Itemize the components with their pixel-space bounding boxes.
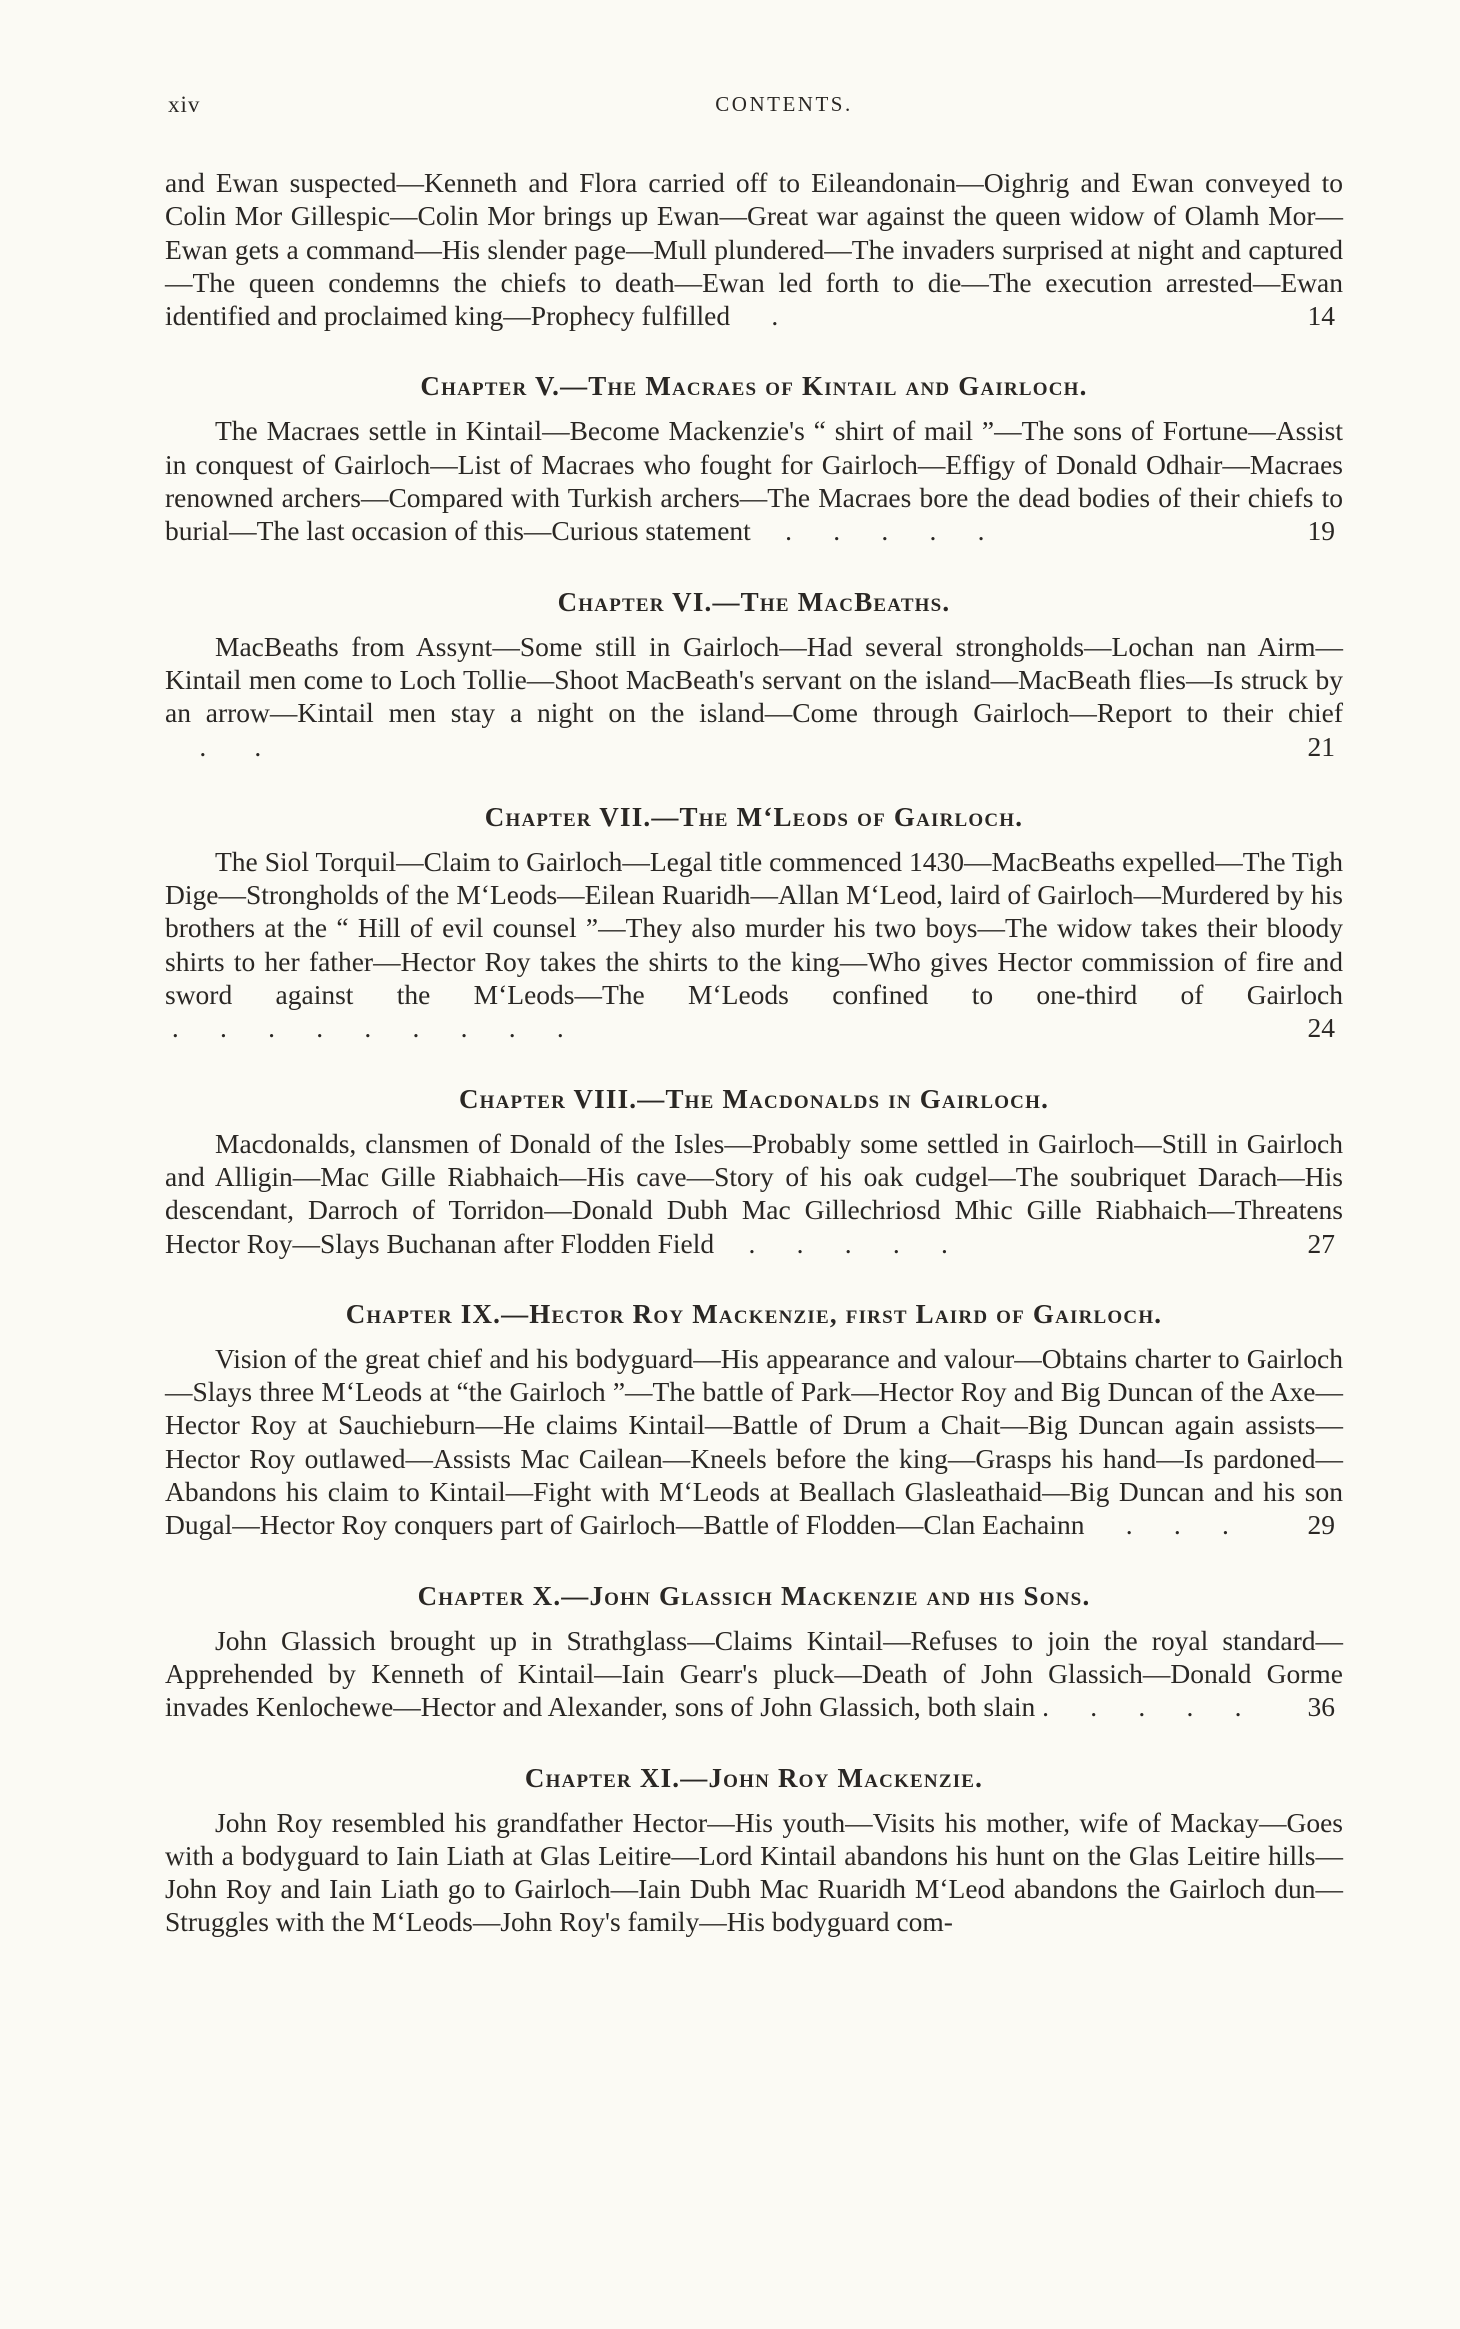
page-number: xiv: [168, 92, 201, 117]
summary-text: MacBeaths from Assynt—Some still in Gairloch—Had several strongholds—Lochan nan Airm—Kintail men come to Loch Tollie—Shoot MacBeath's servant on the island—MacBeath flies—Is struck by an arrow—Kintail men stay a night on the island—Come through Gairloch—Report to their chief: [165, 630, 1343, 729]
chapter-summary: [165, 1806, 1343, 1939]
intro-paragraph: [165, 166, 1343, 332]
chapter-entry: [165, 368, 1343, 547]
chapter-entry: [165, 1296, 1343, 1542]
chapter-entry: [165, 799, 1343, 1045]
chapter-summary: [165, 630, 1343, 763]
chapter-summary: [165, 1127, 1343, 1260]
leader-dots: . . . . .: [1035, 1691, 1256, 1723]
summary-text: The Siol Torquil—Claim to Gairloch—Legal title commenced 1430—MacBeaths expelled—The Tigh Dige—Strongholds of the M‘Leods—Eilean Ruaridh—Allan M‘Leod, laird of Gairloch—Murdered by his brothers at the “ Hill of evil counsel ”—They also murder his two boys—The widow takes their bloody shirts to her father—Hector Roy takes the shirts to the king—Who gives Hector commission of fire and sword against the M‘Leods—The M‘Leods confined to one-third of Gairloch: [165, 845, 1343, 1011]
summary-text: The Macraes settle in Kintail—Become Mackenzie's “ shirt of mail ”—The sons of Fortune—Assist in conquest of Gairloch—List of Macraes who fought for Gairloch—Effigy of Donald Odhair—Macraes renowned archers—Compared with Turkish archers—The Macraes bore the dead bodies of their chiefs to burial—The last occasion of this—Curious statement: [165, 415, 1343, 547]
page-header: [168, 92, 1340, 122]
summary-text: John Roy resembled his grandfather Hector—His youth—Visits his mother, wife of Mackay—Goes with a bodyguard to Iain Liath at Glas Leitire—Lord Kintail abandons his hunt on the Glas Leitire hills—John Roy and Iain Liath go to Gairloch—Iain Dubh Mac Ruaridh M‘Leod abandons the Gairloch dun—Struggles with the M‘Leods—John Roy's family—His bodyguard com-: [165, 1806, 1343, 1938]
contents-body: [165, 166, 1343, 1939]
page-reference: 36: [1307, 1691, 1335, 1723]
leader-dots: . .: [165, 730, 275, 762]
chapter-heading: Chapter VII.—The M‘Leods of Gairloch.: [484, 801, 1024, 832]
intro-text: and Ewan suspected—Kenneth and Flora carried off to Eileandonain—Oighrig and Ewan conveyed to Colin Mor Gillespic—Colin Mor brings up Ewan—Great war against the queen widow of Olamh Mor—Ewan gets a command—His slender page—Mull plundered—The invaders surprised at night and captured—The queen condemns the chiefs to death—Ewan led forth to die—The execution arrested—Ewan identified and proclaimed king—Prophecy fulfilled: [165, 167, 1343, 332]
chapter-entry: [165, 1081, 1343, 1260]
chapter-summary: [165, 1342, 1343, 1542]
chapter-summary: [165, 1624, 1343, 1724]
page-reference: 19: [1307, 515, 1335, 547]
chapter-heading: Chapter IX.—Hector Roy Mackenzie, first Laird of Gairloch.: [345, 1298, 1163, 1329]
chapter-heading: Chapter XI.—John Roy Mackenzie.: [524, 1762, 984, 1793]
chapter-entry: [165, 584, 1343, 763]
chapter-summary: [165, 414, 1343, 547]
summary-text: Vision of the great chief and his bodyguard—His appearance and valour—Obtains charter to Gairloch—Slays three M‘Leods at “the Gairloch ”—The battle of Park—Hector Roy and Big Duncan of the Axe—Hector Roy at Sauchieburn—He claims Kintail—Battle of Drum a Chait—Big Duncan again assists—Hector Roy outlawed—Assists Mac Cailean—Kneels before the king—Grasps his hand—Is pardoned—Abandons his claim to Kintail—Fight with M‘Leods at Beallach Glasleathaid—Big Duncan and his son Dugal—Hector Roy conquers part of Gairloch—Battle of Flodden—Clan Eachainn: [165, 1342, 1343, 1541]
leader-dots: . . .: [1084, 1509, 1243, 1541]
chapter-entry: [165, 1760, 1343, 1939]
chapter-heading: Chapter VIII.—The Macdonalds in Gairloch.: [458, 1083, 1050, 1114]
chapter-heading: Chapter V.—The Macraes of Kintail and Gairloch.: [420, 371, 1088, 402]
summary-text: John Glassich brought up in Strathglass—Claims Kintail—Refuses to join the royal standard—Apprehended by Kenneth of Kintail—Iain Gearr's pluck—Death of John Glassich—Donald Gorme invades Kenlochewe—Hector and Alexander, sons of John Glassich, both slain: [165, 1624, 1343, 1723]
leader-dots: . . . . .: [714, 1227, 962, 1259]
chapter-entry: [165, 1578, 1343, 1724]
page-reference: 21: [1307, 730, 1335, 762]
leader-dots: .: [730, 300, 820, 332]
leader-dots: . . . . . . . . .: [165, 1012, 578, 1044]
page-reference: 29: [1307, 1509, 1335, 1541]
leader-dots: . . . . .: [750, 515, 999, 547]
page-reference: 27: [1307, 1227, 1335, 1259]
chapter-summary: [165, 845, 1343, 1045]
summary-text: Macdonalds, clansmen of Donald of the Isles—Probably some settled in Gairloch—Still in Gairloch and Alligin—Mac Gille Riabhaich—His cave—Story of his oak cudgel—The soubriquet Darach—His descendant, Darroch of Torridon—Donald Dubh Mac Gillechriosd Mhic Gille Riabhaich—Threatens Hector Roy—Slays Buchanan after Flodden Field: [165, 1127, 1343, 1259]
page-reference: 14: [1307, 300, 1335, 332]
chapter-heading: Chapter VI.—The MacBeaths.: [557, 586, 951, 617]
running-title: CONTENTS.: [715, 92, 853, 116]
page-reference: 24: [1307, 1012, 1335, 1044]
chapter-heading: Chapter X.—John Glassich Mackenzie and his Sons.: [417, 1580, 1091, 1611]
